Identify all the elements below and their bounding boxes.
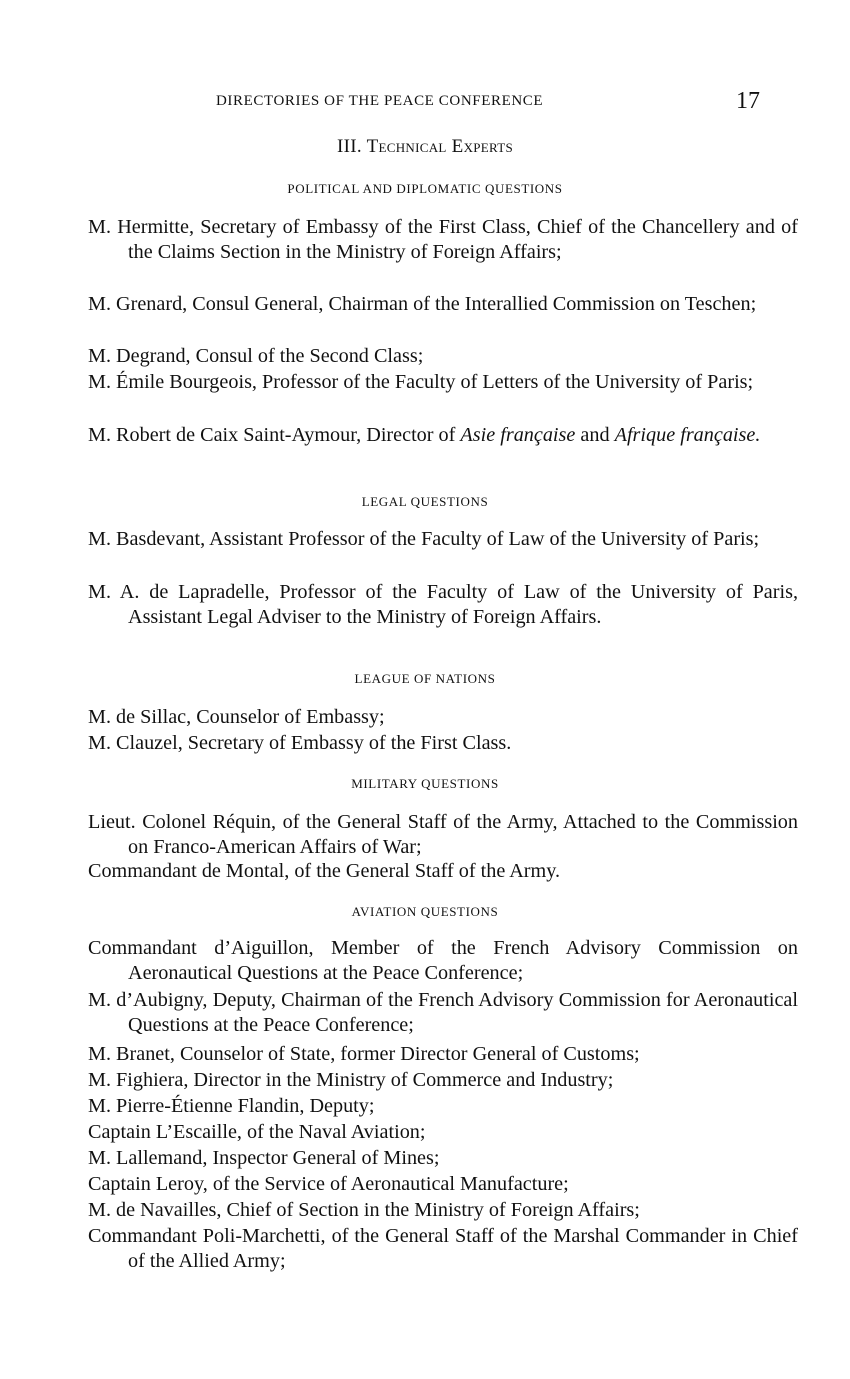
list-item: Captain Leroy, of the Service of Aeronautical Manufacture;: [88, 1173, 569, 1195]
page-number: 17: [736, 88, 760, 114]
list-item: M. Basdevant, Assistant Professor of the Faculty of Law of the University of Paris;: [88, 528, 760, 550]
list-item: M. Hermitte, Secretary of Embassy of the First Class, Chief of the Chancellery and of the Claims Section in the Ministry of Foreign Affairs;: [88, 216, 798, 263]
list-item: M. d’Aubigny, Deputy, Chairman of the French Advisory Commission for Aeronautical Questions at the Peace Conference;: [88, 989, 798, 1036]
list-item: M. Degrand, Consul of the Second Class;: [88, 345, 424, 367]
list-item: M. Lallemand, Inspector General of Mines;: [88, 1147, 440, 1169]
section-heading-political: POLITICAL AND DIPLOMATIC QUESTIONS: [287, 181, 563, 196]
part-title: III. Technical Experts: [336, 136, 514, 157]
list-item: M. Branet, Counselor of State, former Director General of Customs;: [88, 1043, 640, 1065]
list-item: Captain L’Escaille, of the Naval Aviation;: [88, 1121, 426, 1143]
list-item: M. A. de Lapradelle, Professor of the Faculty of Law of the University of Paris, Assistant Legal Adviser to the Ministry of Foreign Affairs.: [88, 581, 798, 628]
publication-title: Afrique française.: [614, 424, 761, 446]
list-item: M. de Sillac, Counselor of Embassy;: [88, 706, 385, 728]
publication-title: Asie française: [460, 424, 576, 446]
list-item: Commandant Poli-Marchetti, of the General Staff of the Marshal Commander in Chief of the Allied Army;: [88, 1225, 798, 1272]
section-heading-legal: LEGAL QUESTIONS: [361, 494, 489, 509]
running-head: DIRECTORIES OF THE PEACE CONFERENCE: [216, 93, 544, 109]
list-item: M. Pierre-Étienne Flandin, Deputy;: [88, 1095, 375, 1117]
list-item: Lieut. Colonel Réquin, of the General Staff of the Army, Attached to the Commission on Franco-American Affairs of War;: [88, 811, 798, 858]
list-item: M. Fighiera, Director in the Ministry of Commerce and Industry;: [88, 1069, 614, 1091]
list-item: M. Clauzel, Secretary of Embassy of the First Class.: [88, 732, 512, 754]
list-item: M. Émile Bourgeois, Professor of the Faculty of Letters of the University of Paris;: [88, 371, 754, 393]
section-heading-military: MILITARY QUESTIONS: [351, 776, 499, 791]
entry-text: and: [575, 424, 615, 446]
list-item: [88, 423, 798, 448]
list-item: M. Grenard, Consul General, Chairman of the Interallied Commission on Teschen;: [88, 293, 757, 315]
list-item: Commandant de Montal, of the General Staff of the Army.: [88, 860, 561, 882]
entry-text: M. Robert de Caix Saint-Aymour, Director of: [88, 424, 461, 446]
list-item: M. de Navailles, Chief of Section in the Ministry of Foreign Affairs;: [88, 1199, 640, 1221]
section-heading-league: LEAGUE OF NATIONS: [354, 671, 496, 686]
list-item: Commandant d’Aiguillon, Member of the French Advisory Commission on Aeronautical Questions at the Peace Conference;: [88, 937, 798, 984]
section-heading-aviation: AVIATION QUESTIONS: [351, 904, 499, 919]
